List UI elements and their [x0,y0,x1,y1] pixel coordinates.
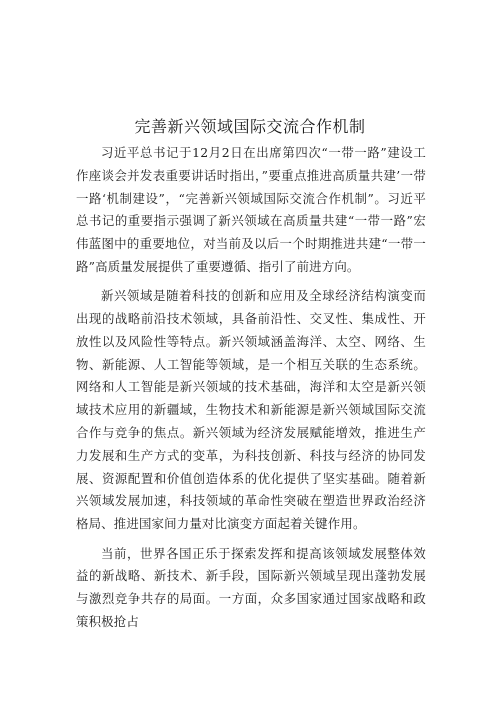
paragraph: 当前，世界各国正乐于探索发挥和提高该领域发展整体效益的新战略、新技术、新手段，国际新兴领域呈现出蓬勃发展与激烈竞争共存的局面。一方面，众多国家通过国家战略和政策积极抢占 [76,545,426,629]
paragraph: 新兴领域是随着科技的创新和应用及全球经济结构演变而出现的战略前沿技术领域，具备前沿性、交叉性、集成性、开放性以及风险性等特点。新兴领域涵盖海洋、太空、网络、生物、新能源、人工智能等领域，是一个相互关联的生态系统。网络和人工智能是新兴领域的技术基础，海洋和太空是新兴领域技术应用的新疆域，生物技术和新能源是新兴领域国际交流合作与竞争的焦点。新兴领域为经济发展赋能增效，推进生产力发展和生产方式的变革，为科技创新、科技与经济的协同发展、资源配置和价值创造体系的优化提供了坚实基础。随着新兴领域发展加速，科技领域的革命性突破在塑造世界政治经济格局、推进国家间力量对比演变方面起着关键作用。 [76,288,426,532]
paragraph: 习近平总书记于12月2日在出席第四次“一带一路”建设工作座谈会并发表重要讲话时指出，”要重点推进高质量共建’一带一路‘机制建设”，“完善新兴领域国际交流合作机制”。习近平总书记的重要指示强调了新兴领域在高质量共建“一带一路”宏伟蓝图中的重要地位，对当前及以后一个时期推进共建“一带一路”高质量发展提供了重要遵循、指引了前进方向。 [76,145,426,274]
document-title: 完善新兴领域国际交流合作机制 [134,117,366,136]
document-body [76,142,426,640]
